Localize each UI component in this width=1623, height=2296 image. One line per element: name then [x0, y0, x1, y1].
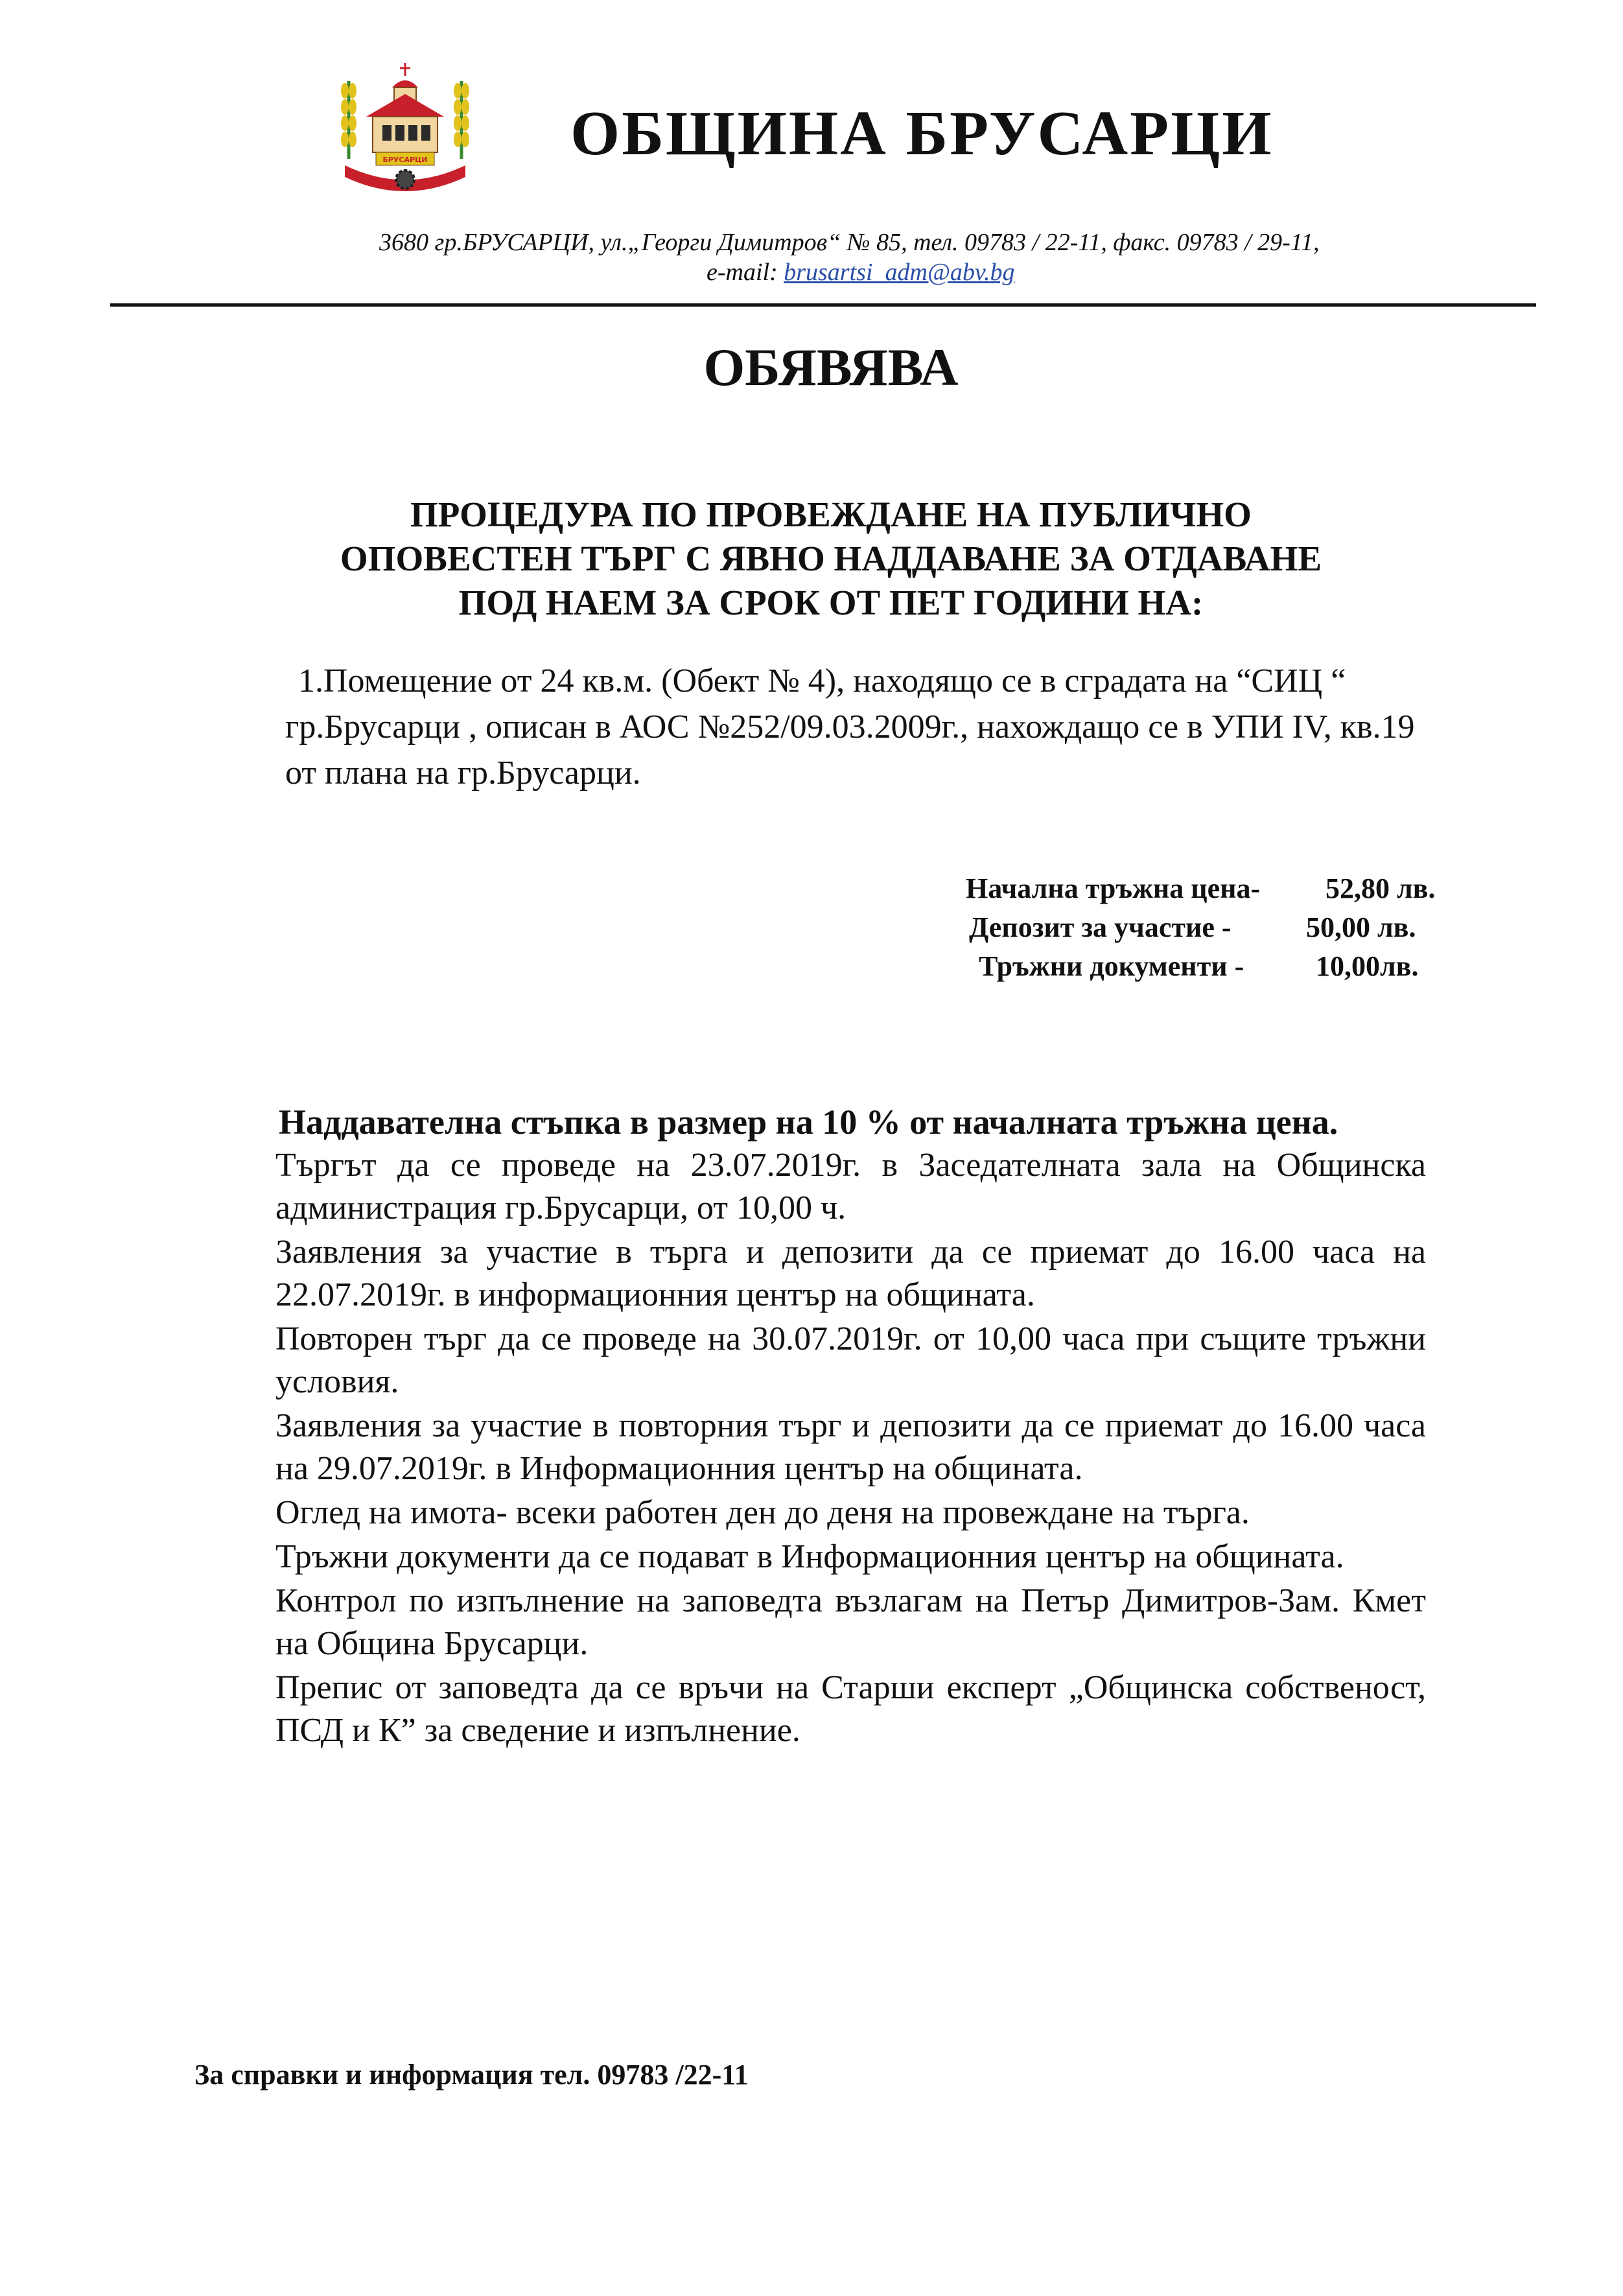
fee-row-documents [959, 950, 1432, 989]
contact-footer: За справки и информация тел. 09783 /22-11 [194, 2059, 749, 2091]
church-icon [366, 63, 444, 152]
body-paragraph: Заявления за участие в повторния търг и депозити да се приемат до 16.00 часа на 29.07.2019г. в Информационния център на общината. [275, 1407, 1426, 1487]
body-paragraph: Повторен търг да се проведе на 30.07.2019г. от 10,00 часа при същите тръжни условия. [275, 1320, 1426, 1400]
body-paragraph: Тръжни документи да се подават в Информационния център на общината. [275, 1538, 1344, 1575]
fee-value: 10,00лв. [1316, 950, 1419, 982]
fee-row-starting-price [959, 872, 1436, 911]
announcement-title: ОБЯВЯВА [703, 338, 959, 397]
procedure-heading-line: ОПОВЕСТЕН ТЪРГ С ЯВНО НАДДАВАНЕ ЗА ОТДАВАНЕ [340, 539, 1322, 578]
fee-label: Начална тръжна цена- [966, 873, 1261, 904]
procedure-heading-line: ПОД НАЕМ ЗА СРОК ОТ ПЕТ ГОДИНИ НА: [458, 583, 1204, 622]
fee-label: Тръжни документи - [979, 950, 1244, 982]
body-paragraph: Заявления за участие в търга и депозити да се приемат до 16.00 часа на 22.07.2019г. в информационния център на общината. [275, 1234, 1426, 1313]
wheat-right-icon [454, 81, 469, 159]
item-text: 1.Помещение от 24 кв.м. (Обект № 4), находящо се в сградата на “СИЦ “ гр.Брусарци , описан в АОС №252/09.03.2009г., нахождащо се в УПИ IV, кв.19 от плана на гр.Брусарци. [285, 662, 1415, 791]
fee-label: Депозит за участие - [969, 911, 1232, 943]
logo-lettering: БРУСАРЦИ [382, 156, 428, 164]
municipality-coat-of-arms-logo [337, 62, 473, 194]
fee-value: 52,80 лв. [1325, 873, 1436, 904]
auction-item-description [285, 658, 1432, 796]
fee-list [959, 872, 1436, 989]
fee-row-deposit [959, 911, 1432, 950]
email-label: e-mail: [706, 259, 784, 286]
announcement-body [275, 1144, 1426, 1753]
fee-value: 50,00 лв. [1306, 911, 1416, 943]
body-paragraph: Контрол по изпълнение на заповедта възлагам на Петър Димитров-Зам. Кмет на Община Брусарци. [275, 1582, 1426, 1662]
gear-icon [396, 170, 414, 189]
body-paragraph: Оглед на имота- всеки работен ден до деня на провеждане на търга. [275, 1494, 1250, 1531]
municipality-name: ОБЩИНА БРУСАРЦИ [570, 99, 1274, 169]
header-divider [110, 303, 1536, 307]
contact-email-line [706, 258, 1014, 287]
body-paragraph: Търгът да се проведе на 23.07.2019г. в Заседателната зала на Общинска администрация гр.Брусарци, от 10,00 ч. [275, 1147, 1426, 1226]
body-paragraph: Препис от заповедта да се връчи на Старши експерт „Общинска собственост, ПСД и К” за сведение и изпълнение. [275, 1669, 1426, 1749]
email-link[interactable]: brusartsi_adm@abv.bg [784, 259, 1015, 286]
wheat-left-icon [341, 81, 356, 159]
bid-step-heading: Наддавателна стъпка в размер на 10 % от началната тръжна цена. [279, 1103, 1338, 1142]
procedure-heading-line: ПРОЦЕДУРА ПО ПРОВЕЖДАНЕ НА ПУБЛИЧНО [410, 495, 1252, 534]
contact-address-line: 3680 гр.БРУСАРЦИ, ул.„Георги Димитров“ № 85, тел. 09783 / 22-11, факс. 09783 / 29-11, [379, 229, 1320, 256]
